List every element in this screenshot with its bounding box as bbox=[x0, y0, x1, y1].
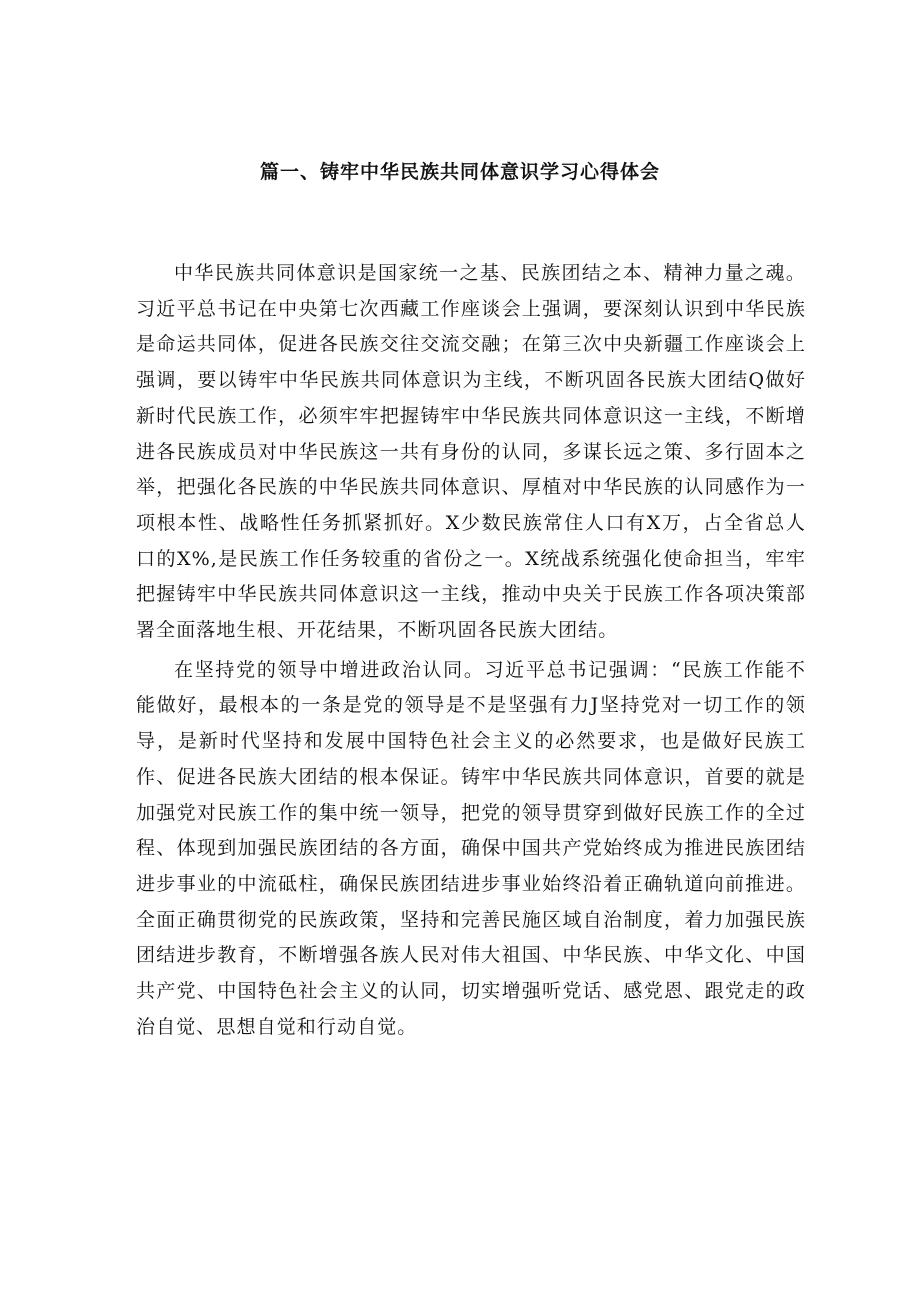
paragraph-1: 中华民族共同体意识是国家统一之基、民族团结之本、精神力量之魂。习近平总书记在中央第七次西藏工作座谈会上强调，要深刻认识到中华民族是命运共同体，促进各民族交往交流交融；在第三次中央新疆工作座谈会上强调，要以铸牢中华民族共同体意识为主线，不断巩固各民族大团结Q做好新时代民族工作，必须牢牢把握铸牢中华民族共同体意识这一主线，不断增进各民族成员对中华民族这一共有身份的认同，多谋长远之策、多行固本之举，把强化各民族的中华民族共同体意识、厚植对中华民族的认同感作为一项根本性、战略性任务抓紧抓好。X少数民族常住人口有X万，占全省总人口的X%,是民族工作任务较重的省份之一。X统战系统强化使命担当，牢牢把握铸牢中华民族共同体意识这一主线，推动中央关于民族工作各项决策部署全面落地生根、开花结果，不断巩固各民族大团结。 bbox=[136, 262, 806, 642]
document-body bbox=[136, 256, 806, 1045]
paragraph-2: 在坚持党的领导中增进政治认同。习近平总书记强调：“民族工作能不能做好，最根本的一条是党的领导是不是坚强有力J坚持党对一切工作的领导，是新时代坚持和发展中国特色社会主义的必然要求，也是做好民族工作、促进各民族大团结的根本保证。铸牢中华民族共同体意识，首要的就是加强党对民族工作的集中统一领导，把党的领导贯穿到做好民族工作的全过程、体现到加强民族团结的各方面，确保中国共产党始终成为推进民族团结进步事业的中流砥柱，确保民族团结进步事业始终沿着正确轨道向前推进。全面正确贯彻党的民族政策，坚持和完善民施区域自治制度，着力加强民族团结进步教育，不断增强各族人民对伟大祖国、中华民族、中华文化、中国共产党、中国特色社会主义的认同，切实增强听党话、感党恩、跟党走的政治自觉、思想自觉和行动自觉。 bbox=[136, 658, 806, 1038]
document-title: 篇一、铸牢中华民族共同体意识学习心得体会 bbox=[259, 161, 660, 183]
